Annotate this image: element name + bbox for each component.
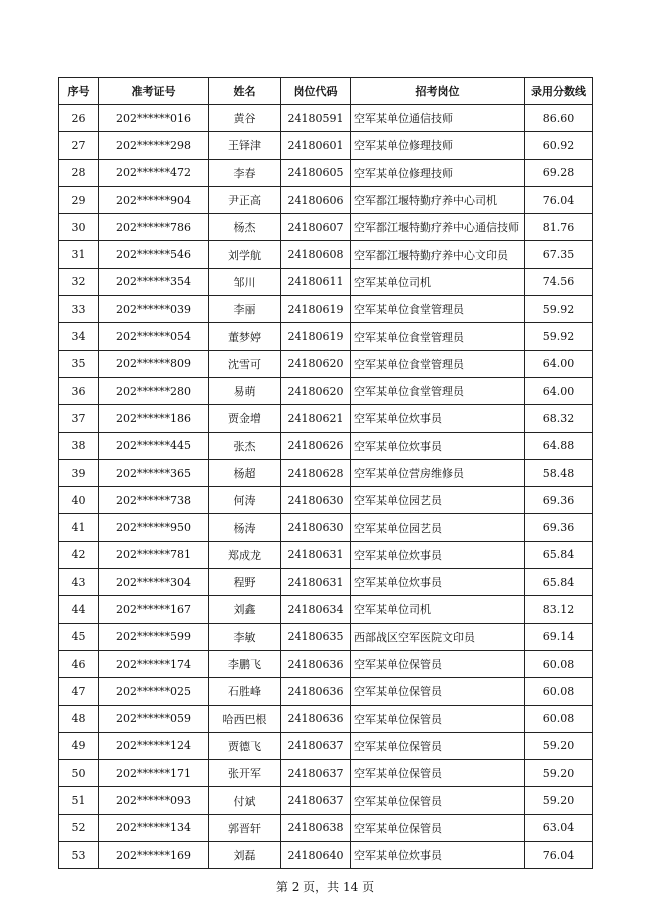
header-post-code: 岗位代码 bbox=[281, 78, 351, 105]
cell-seq: 34 bbox=[59, 323, 99, 350]
header-score: 录用分数线 bbox=[525, 78, 593, 105]
cell-position: 空军都江堰特勤疗养中心通信技师 bbox=[351, 214, 525, 241]
cell-exam-id: 202******039 bbox=[99, 296, 209, 323]
table-row bbox=[59, 432, 593, 459]
table-row bbox=[59, 814, 593, 841]
cell-name: 杨涛 bbox=[209, 514, 281, 541]
cell-post-code: 24180630 bbox=[281, 514, 351, 541]
cell-exam-id: 202******599 bbox=[99, 623, 209, 650]
cell-post-code: 24180608 bbox=[281, 241, 351, 268]
cell-seq: 44 bbox=[59, 596, 99, 623]
page-footer: 第 2 页，共 14 页 bbox=[275, 880, 375, 894]
cell-exam-id: 202******786 bbox=[99, 214, 209, 241]
cell-seq: 50 bbox=[59, 760, 99, 787]
cell-post-code: 24180619 bbox=[281, 296, 351, 323]
cell-seq: 38 bbox=[59, 432, 99, 459]
cell-name: 沈雪可 bbox=[209, 350, 281, 377]
cell-post-code: 24180628 bbox=[281, 459, 351, 486]
cell-score: 69.28 bbox=[525, 159, 593, 186]
cell-exam-id: 202******167 bbox=[99, 596, 209, 623]
cell-name: 王铎津 bbox=[209, 132, 281, 159]
cell-post-code: 24180601 bbox=[281, 132, 351, 159]
cell-exam-id: 202******171 bbox=[99, 760, 209, 787]
cell-position: 空军某单位炊事员 bbox=[351, 405, 525, 432]
cell-position: 空军某单位保管员 bbox=[351, 732, 525, 759]
header-name: 姓名 bbox=[209, 78, 281, 105]
cell-seq: 32 bbox=[59, 268, 99, 295]
cell-score: 76.04 bbox=[525, 186, 593, 213]
table-row bbox=[59, 569, 593, 596]
cell-name: 何涛 bbox=[209, 487, 281, 514]
cell-name: 刘鑫 bbox=[209, 596, 281, 623]
table-row bbox=[59, 732, 593, 759]
cell-position: 空军某单位保管员 bbox=[351, 760, 525, 787]
cell-score: 64.88 bbox=[525, 432, 593, 459]
table-row bbox=[59, 186, 593, 213]
cell-seq: 47 bbox=[59, 678, 99, 705]
cell-score: 59.20 bbox=[525, 787, 593, 814]
table-row bbox=[59, 241, 593, 268]
cell-seq: 40 bbox=[59, 487, 99, 514]
cell-position: 空军某单位炊事员 bbox=[351, 432, 525, 459]
cell-name: 石胜峰 bbox=[209, 678, 281, 705]
cell-position: 空军都江堰特勤疗养中心文印员 bbox=[351, 241, 525, 268]
cell-name: 刘学航 bbox=[209, 241, 281, 268]
cell-exam-id: 202******280 bbox=[99, 377, 209, 404]
cell-exam-id: 202******134 bbox=[99, 814, 209, 841]
table-row bbox=[59, 350, 593, 377]
cell-seq: 35 bbox=[59, 350, 99, 377]
cell-score: 60.08 bbox=[525, 705, 593, 732]
cell-position: 空军某单位营房维修员 bbox=[351, 459, 525, 486]
cell-score: 64.00 bbox=[525, 350, 593, 377]
cell-post-code: 24180640 bbox=[281, 842, 351, 869]
cell-exam-id: 202******298 bbox=[99, 132, 209, 159]
cell-score: 63.04 bbox=[525, 814, 593, 841]
cell-name: 张开军 bbox=[209, 760, 281, 787]
cell-score: 58.48 bbox=[525, 459, 593, 486]
table-row bbox=[59, 377, 593, 404]
cell-score: 59.20 bbox=[525, 732, 593, 759]
table-row bbox=[59, 214, 593, 241]
table-row bbox=[59, 459, 593, 486]
cell-seq: 43 bbox=[59, 569, 99, 596]
cell-post-code: 24180620 bbox=[281, 377, 351, 404]
cell-exam-id: 202******169 bbox=[99, 842, 209, 869]
cell-exam-id: 202******016 bbox=[99, 105, 209, 132]
cell-post-code: 24180606 bbox=[281, 186, 351, 213]
cell-seq: 52 bbox=[59, 814, 99, 841]
cell-exam-id: 202******174 bbox=[99, 650, 209, 677]
cell-name: 贾金增 bbox=[209, 405, 281, 432]
table-row bbox=[59, 159, 593, 186]
cell-score: 59.92 bbox=[525, 323, 593, 350]
table-header bbox=[59, 78, 593, 105]
cell-score: 64.00 bbox=[525, 377, 593, 404]
cell-name: 郭晋轩 bbox=[209, 814, 281, 841]
table-row bbox=[59, 760, 593, 787]
cell-seq: 26 bbox=[59, 105, 99, 132]
cell-exam-id: 202******124 bbox=[99, 732, 209, 759]
cell-position: 空军某单位司机 bbox=[351, 268, 525, 295]
table-row bbox=[59, 541, 593, 568]
cell-seq: 36 bbox=[59, 377, 99, 404]
cell-seq: 41 bbox=[59, 514, 99, 541]
cell-position: 空军某单位园艺员 bbox=[351, 487, 525, 514]
cell-post-code: 24180636 bbox=[281, 678, 351, 705]
cell-seq: 30 bbox=[59, 214, 99, 241]
cell-score: 69.36 bbox=[525, 514, 593, 541]
cell-name: 李春 bbox=[209, 159, 281, 186]
cell-score: 68.32 bbox=[525, 405, 593, 432]
cell-name: 付斌 bbox=[209, 787, 281, 814]
cell-post-code: 24180626 bbox=[281, 432, 351, 459]
cell-seq: 46 bbox=[59, 650, 99, 677]
cell-post-code: 24180619 bbox=[281, 323, 351, 350]
cell-score: 60.08 bbox=[525, 678, 593, 705]
cell-exam-id: 202******445 bbox=[99, 432, 209, 459]
cell-name: 李敏 bbox=[209, 623, 281, 650]
cell-post-code: 24180611 bbox=[281, 268, 351, 295]
cell-name: 尹正高 bbox=[209, 186, 281, 213]
cell-seq: 39 bbox=[59, 459, 99, 486]
cell-score: 69.14 bbox=[525, 623, 593, 650]
header-seq: 序号 bbox=[59, 78, 99, 105]
table-body bbox=[59, 105, 593, 869]
cell-score: 59.92 bbox=[525, 296, 593, 323]
cell-score: 81.76 bbox=[525, 214, 593, 241]
cell-position: 空军都江堰特勤疗养中心司机 bbox=[351, 186, 525, 213]
cell-seq: 28 bbox=[59, 159, 99, 186]
cell-score: 59.20 bbox=[525, 760, 593, 787]
table-row bbox=[59, 787, 593, 814]
cell-seq: 27 bbox=[59, 132, 99, 159]
cell-post-code: 24180605 bbox=[281, 159, 351, 186]
cell-post-code: 24180630 bbox=[281, 487, 351, 514]
cell-post-code: 24180635 bbox=[281, 623, 351, 650]
cell-position: 西部战区空军医院文印员 bbox=[351, 623, 525, 650]
cell-score: 69.36 bbox=[525, 487, 593, 514]
cell-exam-id: 202******025 bbox=[99, 678, 209, 705]
cell-name: 贾德飞 bbox=[209, 732, 281, 759]
cell-post-code: 24180631 bbox=[281, 569, 351, 596]
cell-name: 张杰 bbox=[209, 432, 281, 459]
table-row bbox=[59, 596, 593, 623]
cell-post-code: 24180637 bbox=[281, 732, 351, 759]
header-exam-id: 准考证号 bbox=[99, 78, 209, 105]
table-row bbox=[59, 487, 593, 514]
cell-score: 65.84 bbox=[525, 569, 593, 596]
cell-name: 邹川 bbox=[209, 268, 281, 295]
cell-seq: 37 bbox=[59, 405, 99, 432]
table-row bbox=[59, 105, 593, 132]
cell-name: 刘磊 bbox=[209, 842, 281, 869]
table-row bbox=[59, 132, 593, 159]
cell-name: 郑成龙 bbox=[209, 541, 281, 568]
cell-position: 空军某单位食堂管理员 bbox=[351, 377, 525, 404]
cell-post-code: 24180634 bbox=[281, 596, 351, 623]
cell-score: 76.04 bbox=[525, 842, 593, 869]
cell-score: 65.84 bbox=[525, 541, 593, 568]
cell-exam-id: 202******365 bbox=[99, 459, 209, 486]
cell-name: 董梦婷 bbox=[209, 323, 281, 350]
cell-exam-id: 202******781 bbox=[99, 541, 209, 568]
cell-score: 67.35 bbox=[525, 241, 593, 268]
cell-name: 易萌 bbox=[209, 377, 281, 404]
cell-post-code: 24180636 bbox=[281, 705, 351, 732]
cell-exam-id: 202******186 bbox=[99, 405, 209, 432]
cell-position: 空军某单位炊事员 bbox=[351, 569, 525, 596]
cell-position: 空军某单位修理技师 bbox=[351, 132, 525, 159]
cell-exam-id: 202******950 bbox=[99, 514, 209, 541]
cell-seq: 51 bbox=[59, 787, 99, 814]
cell-post-code: 24180591 bbox=[281, 105, 351, 132]
cell-position: 空军某单位通信技师 bbox=[351, 105, 525, 132]
cell-position: 空军某单位食堂管理员 bbox=[351, 350, 525, 377]
cell-post-code: 24180631 bbox=[281, 541, 351, 568]
cell-post-code: 24180607 bbox=[281, 214, 351, 241]
cell-post-code: 24180621 bbox=[281, 405, 351, 432]
cell-exam-id: 202******809 bbox=[99, 350, 209, 377]
cell-position: 空军某单位食堂管理员 bbox=[351, 296, 525, 323]
cell-exam-id: 202******904 bbox=[99, 186, 209, 213]
cell-post-code: 24180636 bbox=[281, 650, 351, 677]
cell-position: 空军某单位炊事员 bbox=[351, 541, 525, 568]
cell-seq: 31 bbox=[59, 241, 99, 268]
cell-score: 60.92 bbox=[525, 132, 593, 159]
cell-exam-id: 202******472 bbox=[99, 159, 209, 186]
cell-seq: 33 bbox=[59, 296, 99, 323]
cell-position: 空军某单位司机 bbox=[351, 596, 525, 623]
cell-name: 李丽 bbox=[209, 296, 281, 323]
cell-name: 哈西巴根 bbox=[209, 705, 281, 732]
cell-name: 杨杰 bbox=[209, 214, 281, 241]
cell-seq: 29 bbox=[59, 186, 99, 213]
header-position: 招考岗位 bbox=[351, 78, 525, 105]
cell-position: 空军某单位食堂管理员 bbox=[351, 323, 525, 350]
cell-exam-id: 202******054 bbox=[99, 323, 209, 350]
table-row bbox=[59, 842, 593, 869]
cell-exam-id: 202******093 bbox=[99, 787, 209, 814]
cell-position: 空军某单位园艺员 bbox=[351, 514, 525, 541]
cell-seq: 48 bbox=[59, 705, 99, 732]
cell-name: 杨超 bbox=[209, 459, 281, 486]
results-table bbox=[58, 77, 593, 869]
cell-name: 黄谷 bbox=[209, 105, 281, 132]
cell-seq: 53 bbox=[59, 842, 99, 869]
cell-seq: 42 bbox=[59, 541, 99, 568]
cell-position: 空军某单位保管员 bbox=[351, 814, 525, 841]
cell-post-code: 24180637 bbox=[281, 760, 351, 787]
cell-position: 空军某单位保管员 bbox=[351, 650, 525, 677]
cell-score: 86.60 bbox=[525, 105, 593, 132]
table-row bbox=[59, 268, 593, 295]
cell-exam-id: 202******059 bbox=[99, 705, 209, 732]
cell-post-code: 24180638 bbox=[281, 814, 351, 841]
table-row bbox=[59, 650, 593, 677]
cell-post-code: 24180637 bbox=[281, 787, 351, 814]
cell-post-code: 24180620 bbox=[281, 350, 351, 377]
cell-position: 空军某单位炊事员 bbox=[351, 842, 525, 869]
table-row bbox=[59, 705, 593, 732]
cell-exam-id: 202******304 bbox=[99, 569, 209, 596]
cell-name: 李鹏飞 bbox=[209, 650, 281, 677]
cell-score: 74.56 bbox=[525, 268, 593, 295]
table-row bbox=[59, 405, 593, 432]
table-row bbox=[59, 296, 593, 323]
table-row bbox=[59, 514, 593, 541]
cell-position: 空军某单位修理技师 bbox=[351, 159, 525, 186]
cell-score: 83.12 bbox=[525, 596, 593, 623]
table-row bbox=[59, 623, 593, 650]
table-row bbox=[59, 323, 593, 350]
cell-position: 空军某单位保管员 bbox=[351, 678, 525, 705]
header-row bbox=[59, 78, 593, 105]
cell-position: 空军某单位保管员 bbox=[351, 705, 525, 732]
cell-position: 空军某单位保管员 bbox=[351, 787, 525, 814]
cell-exam-id: 202******354 bbox=[99, 268, 209, 295]
cell-name: 程野 bbox=[209, 569, 281, 596]
cell-seq: 45 bbox=[59, 623, 99, 650]
cell-exam-id: 202******738 bbox=[99, 487, 209, 514]
cell-exam-id: 202******546 bbox=[99, 241, 209, 268]
table-row bbox=[59, 678, 593, 705]
cell-score: 60.08 bbox=[525, 650, 593, 677]
cell-seq: 49 bbox=[59, 732, 99, 759]
